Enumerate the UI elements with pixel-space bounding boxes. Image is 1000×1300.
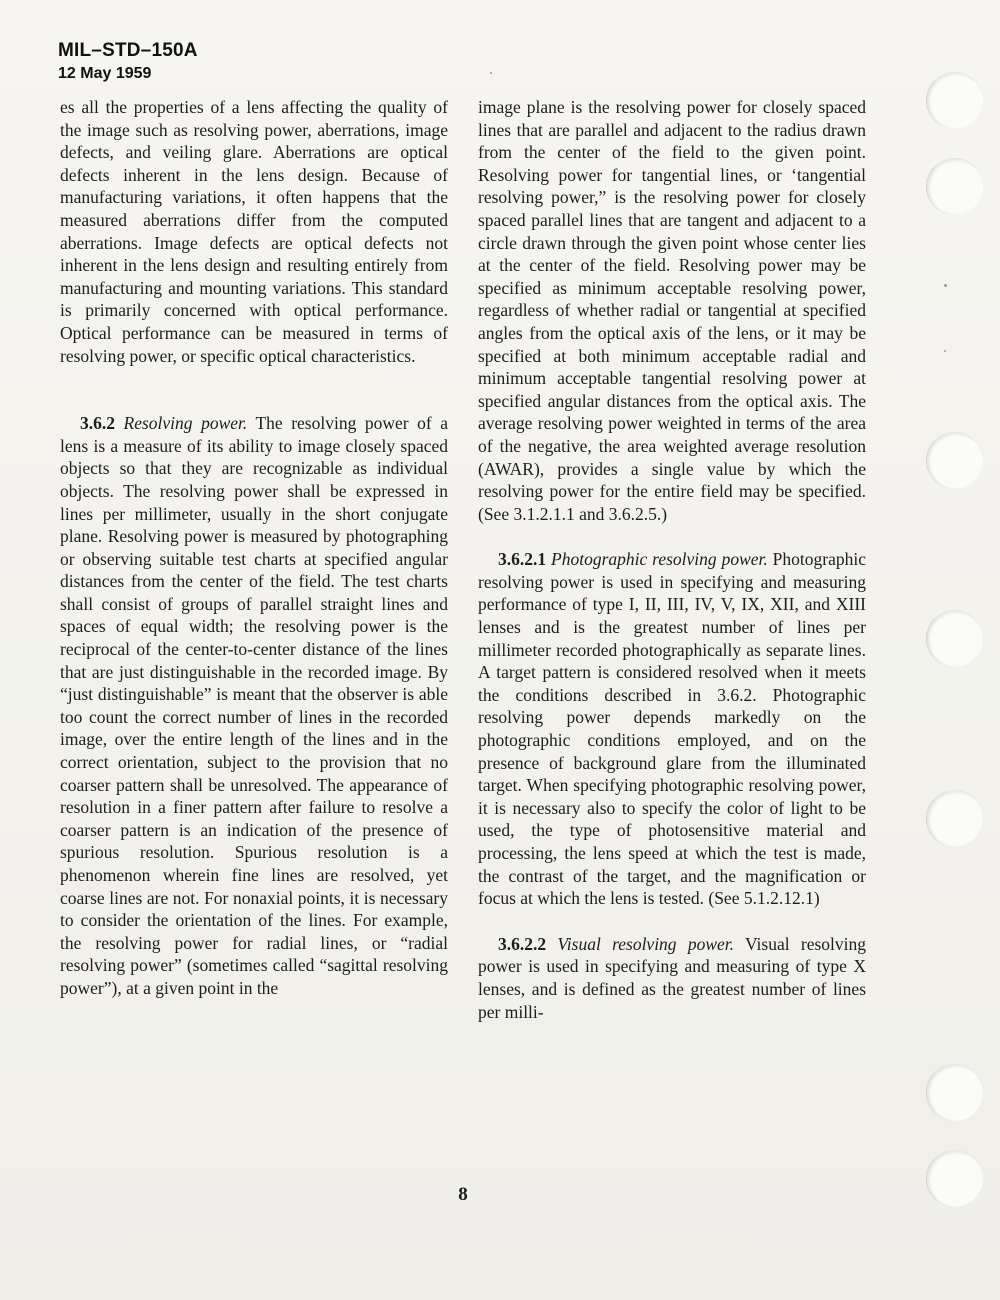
punch-hole — [926, 1150, 983, 1207]
right-column — [478, 96, 866, 1023]
paper-speck — [944, 350, 946, 352]
section-number: 3.6.2 — [80, 413, 115, 434]
section-3-6-2-1 — [478, 548, 866, 910]
section-title: Photographic resolving power. — [551, 549, 768, 570]
section-3-6-2-2 — [478, 933, 866, 1023]
section-number: 3.6.2.1 — [498, 549, 547, 570]
punch-hole — [926, 790, 983, 847]
section-number: 3.6.2.2 — [498, 933, 547, 954]
punch-hole — [926, 610, 983, 667]
section-3-6-2 — [60, 412, 448, 999]
paper-speck — [944, 284, 947, 287]
section-body: The resolving power of a lens is a measure of its ability to image closely spaced objects so that they are recognizable as individual objects. The resolving power shall be expressed in lines per millimeter, usually in the short conjugate plane. Resolving power is measured by photographing or observing suitable test charts at specified angular distances from the center of the field. The test charts shall consist of groups of parallel straight lines and spaces of equal width; the resolving power is the reciprocal of the center-to-center distance of the lines that are just distinguishable in the recorded image. By “just distinguishable” is meant that the observer is able too count the correct number of lines in the recorded image, over the entire length of the lines and in the correct orientation, subject to the provision that no coarser pattern shall be unresolved. The appearance of resolution in a finer pattern after failure to resolve a coarser pattern is an indication of the presence of spurious resolution. Spurious resolution is a phenomenon wherein fine lines are resolved, yet coarse lines are not. For nonaxial points, it is necessary to consider the orientation of the lines. For example, the resolving power for radial lines, or “radial resolving power” (sometimes called “sagittal resolving power”), at a given point in the — [60, 413, 448, 998]
punch-hole — [926, 1064, 983, 1121]
left-column — [60, 96, 448, 1000]
document-id: MIL–STD–150A — [58, 40, 198, 61]
paragraph-continuation: es all the properties of a lens affecting the quality of the image such as resolving power, aberrations, image defects, and veiling glare. Aberrations are optical defects inherent in the lens design. Because of manufacturing variations, it often happens that the measured aberrations differ from the computed aberrations. Image defects are optical defects not inherent in the lens design and resulting entirely from manufacturing and mounting variations. This standard is primarily concerned with optical performance. Optical performance can be measured in terms of resolving power, or specific optical characteristics. — [60, 97, 448, 366]
section-title: Resolving power. — [123, 413, 248, 434]
punch-hole — [926, 432, 983, 489]
paper-speck — [490, 72, 492, 74]
punch-hole — [926, 158, 983, 215]
section-title: Visual resolving power. — [557, 933, 735, 954]
section-body: Visual resolving power is used in specifying and measuring of type X lenses, and is defined as the greatest number of lines per milli- — [478, 933, 866, 1022]
section-body: Photographic resolving power is used in specifying and measuring performance of type I, II, III, IV, V, IX, XII, and XIII lenses and is the greatest number of lines per millimeter recorded photographically as separate lines. A target pattern is considered resolved when it meets the conditions described in 3.6.2. Photographic resolving power depends markedly on the photographic conditions employed, and on the presence of background glare from the illuminated target. When specifying photographic resolving power, it is necessary also to specify the color of light to be used, the type of photosensitive material and processing, the lens speed at which the test is made, the contrast of the target, and the magnification or focus at which the lens is tested. (See 5.1.2.12.1) — [478, 549, 866, 909]
paragraph-continuation: image plane is the resolving power for closely spaced lines that are parallel and adjacent to the radius drawn from the center of the field to the given point. Resolving power for tangential lines, or ‘tangential resolving power,” is the resolving power for closely spaced parallel lines that are tangent and adjacent to a circle drawn through the given point whose center lies at the center of the field. Resolving power may be specified as minimum acceptable resolving power, regardless of whether radial or tangential at specified angles from the optical axis of the lens, or it may be specified at both minimum acceptable radial and minimum acceptable tangential resolving power at specified angular distances from the optical axis. The average resolving power weighted in terms of the area of the negative, the area weighted average resolution (AWAR), provides a single value by which the resolving power for the entire field may be specified. (See 3.1.2.1.1 and 3.6.2.5.) — [478, 97, 866, 524]
punch-hole — [926, 72, 983, 129]
page-number: 8 — [458, 1184, 468, 1205]
document-header — [58, 40, 198, 84]
document-date: 12 May 1959 — [58, 65, 152, 82]
